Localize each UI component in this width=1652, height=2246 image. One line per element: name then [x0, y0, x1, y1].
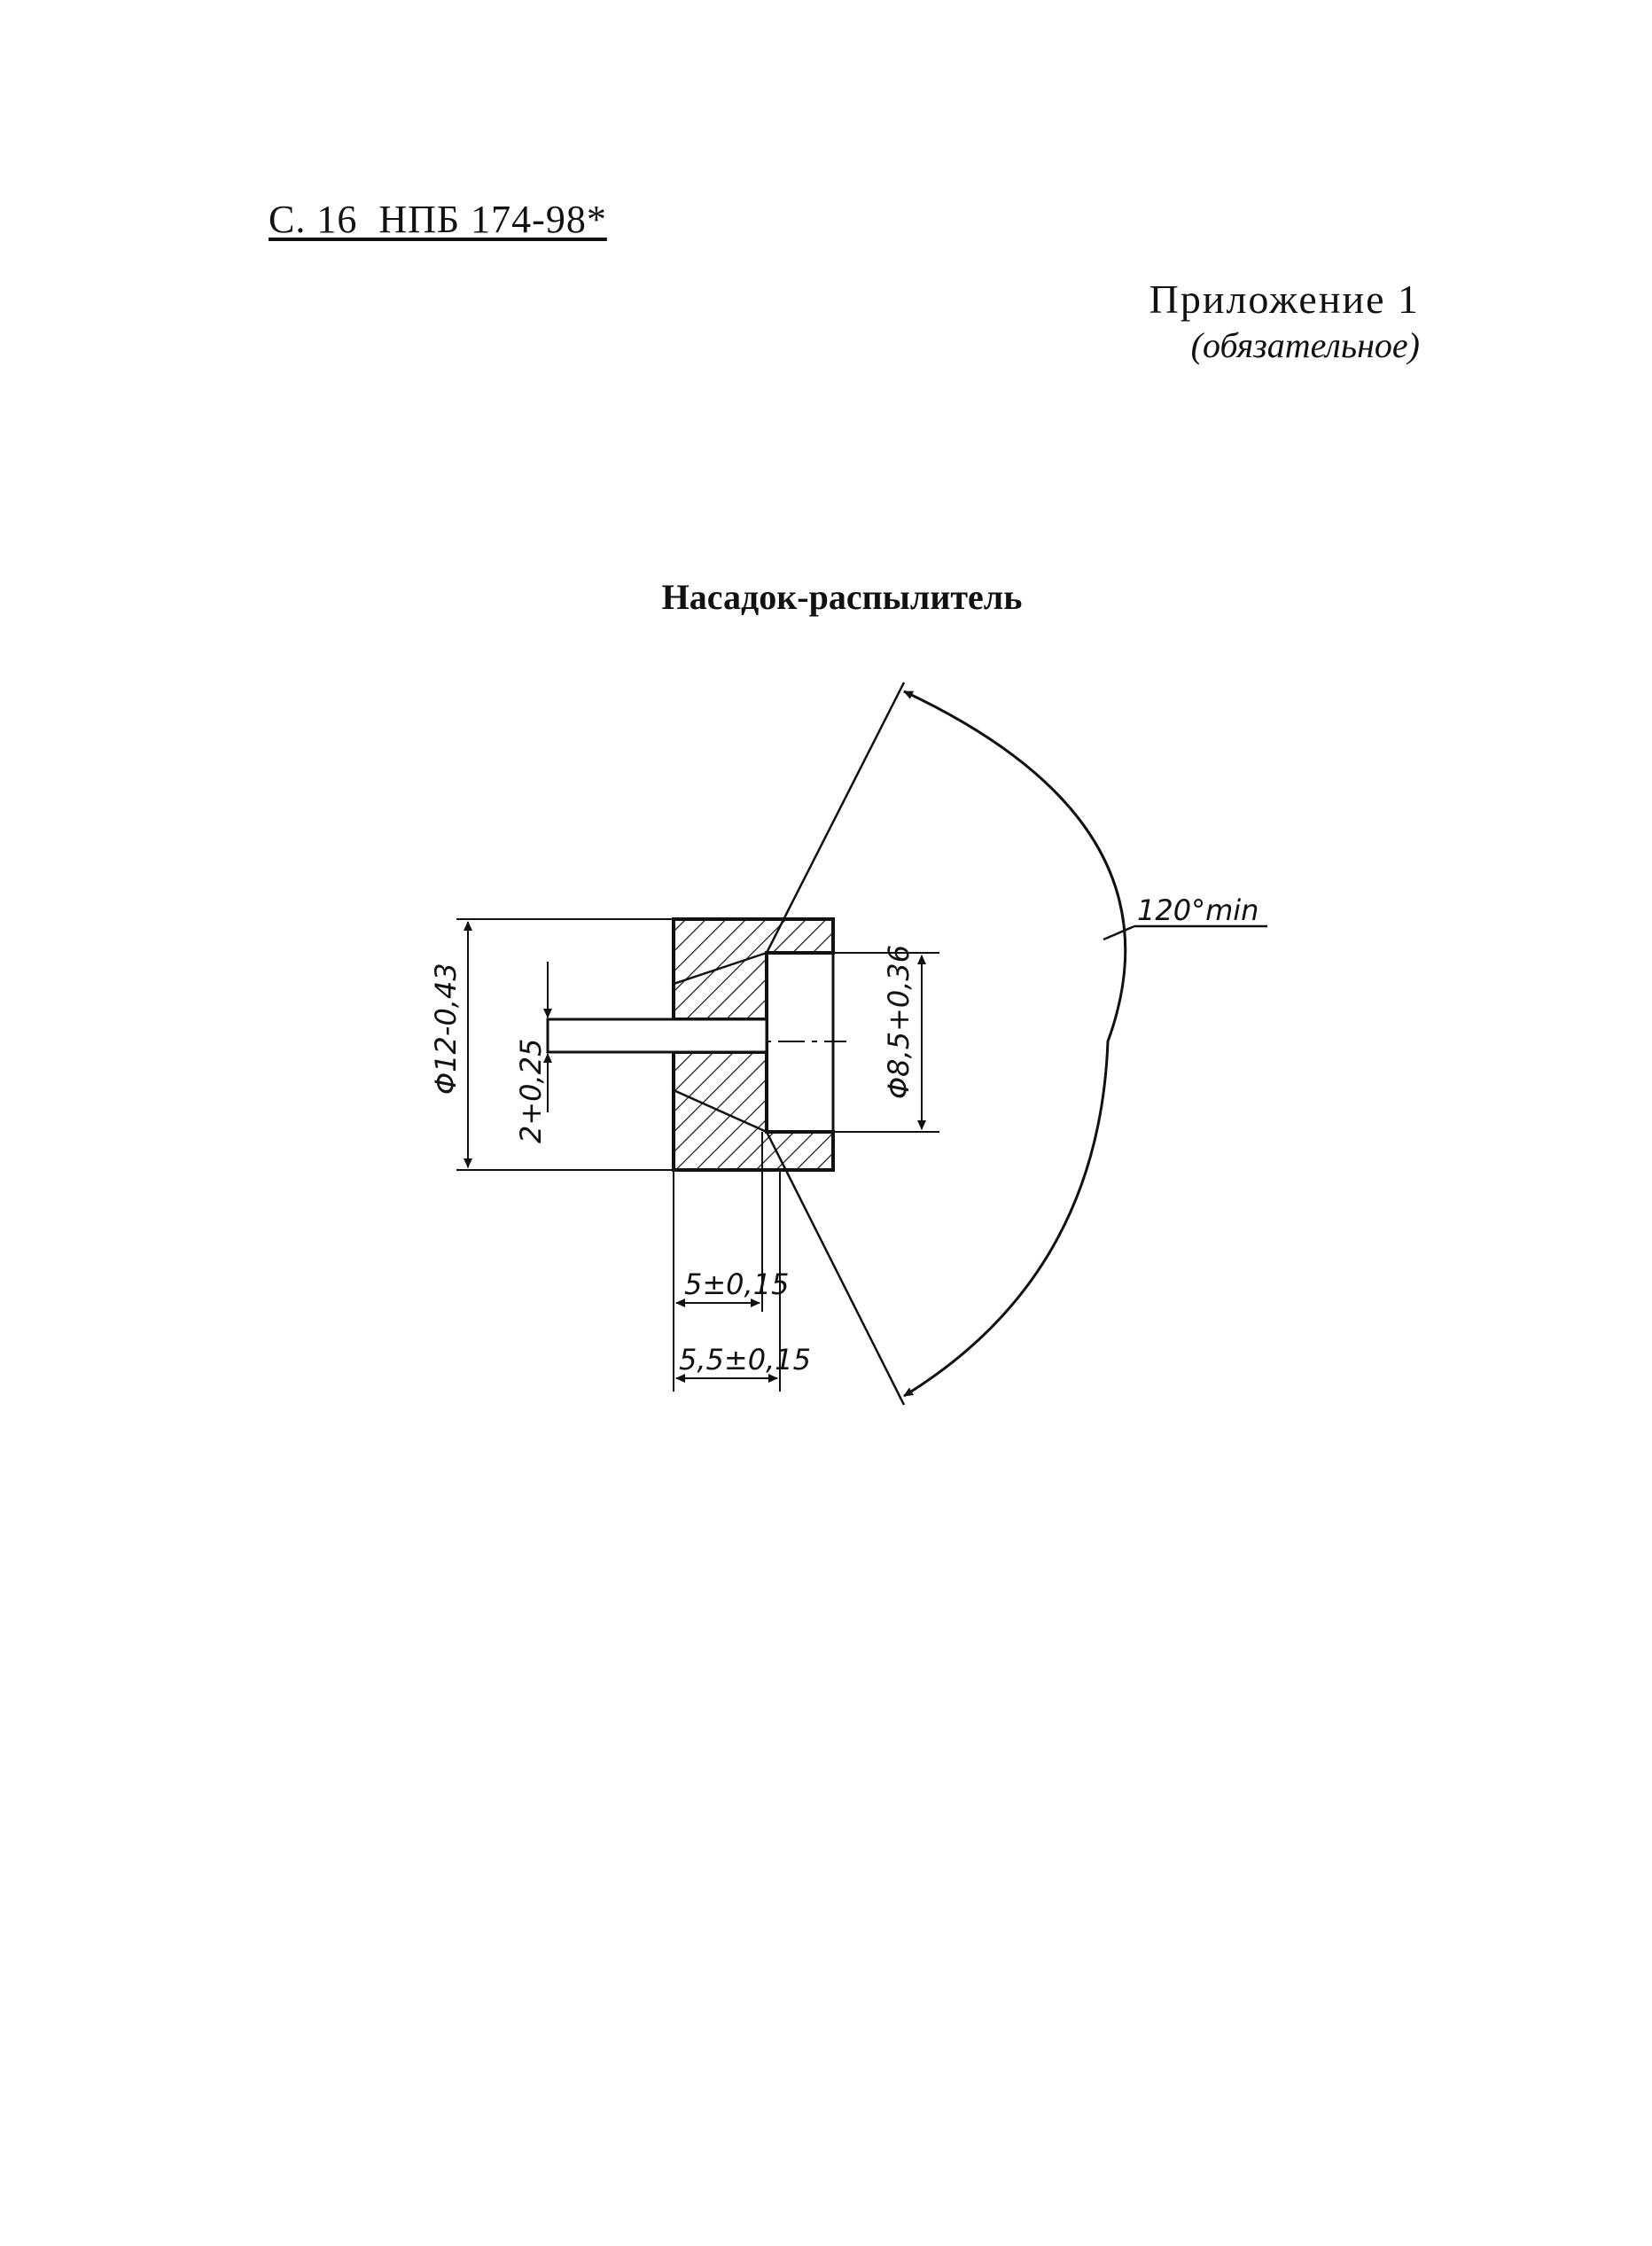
body-section-upper	[674, 919, 833, 1019]
spray-angle-label: 120°min	[1137, 893, 1259, 927]
body-section-lower	[674, 1052, 833, 1170]
spray-angle-leader	[1103, 926, 1134, 940]
spray-angle-arc	[904, 691, 1126, 1396]
depth-inner-label: 5±0,15	[684, 1267, 790, 1301]
spray-line-upper	[767, 682, 904, 953]
orifice-channel	[548, 1019, 767, 1052]
appendix-note: (обязательное)	[1190, 325, 1420, 365]
depth-outer-label: 5,5±0,15	[679, 1343, 811, 1376]
orifice-label: 2+0,25	[514, 1038, 548, 1143]
figure-title: Насадок-распылитель	[661, 577, 1023, 617]
outer-diameter-label: Φ12-0,43	[429, 963, 463, 1095]
appendix-title: Приложение 1	[1149, 277, 1420, 322]
bore-diameter-label: Φ8,5+0,36	[882, 944, 916, 1099]
page-header: С. 16 НПБ 174-98*	[269, 198, 607, 241]
